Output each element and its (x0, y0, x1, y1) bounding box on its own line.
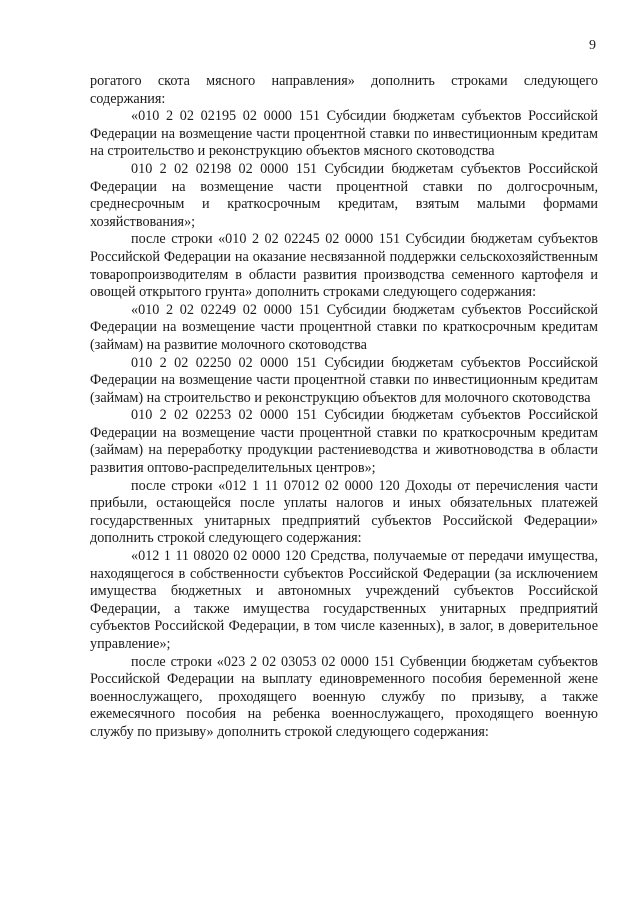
paragraph: рогатого скота мясного направления» дополнить строками следующего содержания: (90, 73, 598, 107)
paragraph: 010 2 02 02198 02 0000 151 Субсидии бюджетам субъектов Российской Федерации на возмещение части процентной ставки по долгосрочным, среднесрочным и краткосрочным кредитам, взятым малыми формами хозяйствования»; (90, 160, 598, 230)
paragraph: «010 2 02 02249 02 0000 151 Субсидии бюджетам субъектов Российской Федерации на возмещение части процентной ставки по краткосрочным кредитам (займам) на развитие молочного скотоводства (90, 301, 598, 353)
paragraph: после строки «010 2 02 02245 02 0000 151 Субсидии бюджетам субъектов Российской Федерации на оказание несвязанной поддержки сельскохозяйственным товаропроизводителям в области развития производства семенного картофеля и овощей открытого грунта» дополнить строками следующего содержания: (90, 231, 598, 301)
paragraph: после строки «012 1 11 07012 02 0000 120 Доходы от перечисления части прибыли, остающейся после уплаты налогов и иных обязательных платежей государственных унитарных предприятий субъектов Российской Федерации» дополнить строкой следующего содержания: (90, 477, 598, 547)
paragraph: 010 2 02 02250 02 0000 151 Субсидии бюджетам субъектов Российской Федерации на возмещение части процентной ставки по инвестиционным кредитам (займам) на строительство и реконструкцию объектов для молочного скотоводства (90, 354, 598, 406)
document-body (90, 73, 598, 742)
paragraph: после строки «023 2 02 03053 02 0000 151 Субвенции бюджетам субъектов Российской Федерации на выплату единовременного пособия беременной жене военнослужащего, проходящего военную службу по призыву, а также ежемесячного пособия на ребенка военнослужащего, проходящего военную службу по призыву» дополнить строкой следующего содержания: (90, 653, 598, 740)
paragraph: «010 2 02 02195 02 0000 151 Субсидии бюджетам субъектов Российской Федерации на возмещение части процентной ставки по инвестиционным кредитам на строительство и реконструкцию объектов мясного скотоводства (90, 108, 598, 160)
paragraph: «012 1 11 08020 02 0000 120 Средства, получаемые от передачи имущества, находящегося в собственности субъектов Российской Федерации (за исключением имущества бюджетных и автономных учреждений субъектов Российской Федерации, а также имущества государственных унитарных предприятий субъектов Российской Федерации, в том числе казенных), в залог, в доверительное управление»; (90, 548, 598, 652)
paragraph: 010 2 02 02253 02 0000 151 Субсидии бюджетам субъектов Российской Федерации на возмещение части процентной ставки по краткосрочным кредитам (займам) на переработку продукции растениеводства и животноводства в области развития оптово-распределительных центров»; (90, 407, 598, 477)
page-number: 9 (589, 38, 596, 53)
